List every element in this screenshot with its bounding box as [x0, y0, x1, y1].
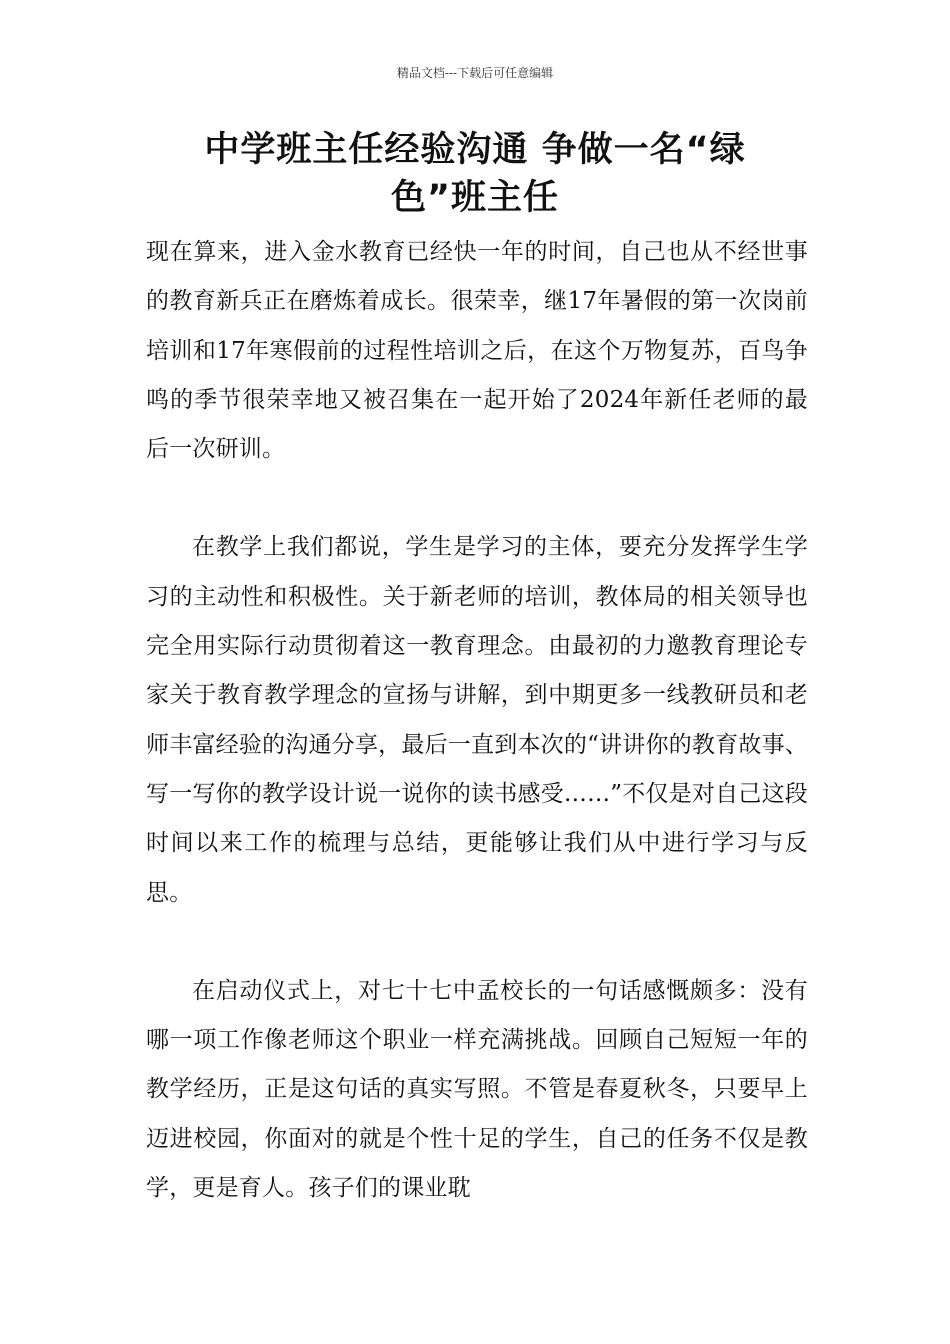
title-line-1: 中学班主任经验沟通 争做一名“绿 — [204, 130, 746, 170]
header-note: 精品文档---下载后可任意编辑 — [396, 66, 554, 80]
document-title — [160, 126, 790, 222]
paragraph-2: 在教学上我们都说，学生是学习的主体，要充分发挥学生学习的主动性和积极性。关于新老师的培训，教体局的相关领导也完全用实际行动贯彻着这一教育理念。由最初的力邀教育理论专家关于教育教学理念的宣扬与讲解，到中期更多一线教研员和老师丰富经验的沟通分享，最后一直到本次的“讲讲你的教育故事、写一写你的教学设计说一说你的读书感受……”不仅是对自己这段时间以来工作的梳理与总结，更能够让我们从中进行学习与反思。 — [146, 534, 808, 906]
paragraph-3: 在启动仪式上，对七十七中孟校长的一句话感慨颇多：没有哪一项工作像老师这个职业一样充满挑战。回顾自己短短一年的教学经历，正是这句话的真实写照。不管是春夏秋冬，只要早上迈进校园，你面对的就是个性十足的学生，自己的任务不仅是教学，更是育人。孩子们的课业耽 — [146, 977, 808, 1202]
paragraph-gap — [146, 474, 808, 523]
paragraph-1: 现在算来，进入金水教育已经快一年的时间，自己也从不经世事的教育新兵正在磨炼着成长。很荣幸，继17年暑假的第一次岗前培训和17年寒假前的过程性培训之后，在这个万物复苏，百鸟争鸣的季节很荣幸地又被召集在一起开始了2024年新任老师的最后一次研训。 — [146, 239, 808, 463]
title-line-2: 色”班主任 — [390, 178, 559, 218]
document-body — [146, 228, 808, 1213]
paragraph-gap — [146, 918, 808, 967]
